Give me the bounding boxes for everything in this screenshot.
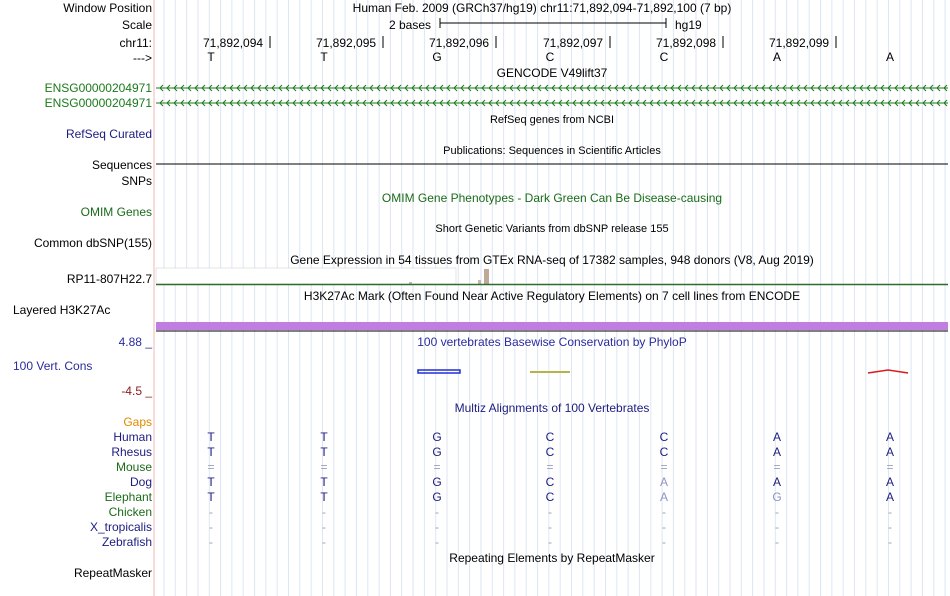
gencode-track-title: GENCODE V49lift37 [496,66,608,80]
scale-bar [440,18,666,28]
ruler-position: 71,892,097 [543,36,604,50]
ruler-position: 71,892,099 [769,36,830,50]
sequences-track-label[interactable]: Sequences [91,158,152,172]
gtex-track-label[interactable]: RP11-807H22.7 [66,272,152,286]
species-label[interactable]: Chicken [108,505,152,519]
sequence-base: C [545,50,555,64]
alignment-base: - [662,520,666,534]
cons-max-label: 4.88 _ [118,335,152,349]
alignment-base: = [660,460,668,474]
cons-track-title: 100 vertebrates Basewise Conservation by PhyloP [417,335,687,349]
repeatmasker-track-title: Repeating Elements by RepeatMasker [449,551,655,565]
alignment-base: C [545,490,555,504]
gencode-item-label[interactable]: ENSG00000204971 [44,96,152,110]
window-position-label: Window Position [63,1,152,15]
alignment-base: - [888,505,892,519]
species-label[interactable]: Elephant [104,490,152,504]
sequence-base: T [207,50,215,64]
alignment-base: T [207,430,215,444]
alignment-base: = [433,460,441,474]
alignment-base: C [545,475,555,489]
alignment-base: - [435,505,439,519]
alignment-base: = [207,460,215,474]
gtex-bars [156,268,948,285]
cons-min-label: -4.5 _ [121,384,152,398]
h3k27ac-signal [156,322,948,330]
gtex-track-title: Gene Expression in 54 tissues from GTEx RNA-seq of 17382 samples, 948 donors (V8, Aug 2019) [290,253,814,267]
omim-track-label[interactable]: OMIM Genes [80,205,152,219]
gencode-item-label[interactable]: ENSG00000204971 [44,81,152,95]
publications-track-title: Publications: Sequences in Scientific Articles [443,145,661,157]
alignment-base: = [773,460,781,474]
gtex-bar [484,269,489,284]
snps-track-label[interactable]: SNPs [121,174,152,188]
alignment-base: - [775,535,779,549]
alignment-base: = [886,460,894,474]
alignment-base: - [322,535,326,549]
species-label[interactable]: Dog [129,475,152,489]
species-label[interactable]: Rhesus [111,445,152,459]
sequence-base: A [885,50,895,64]
species-label[interactable]: Zebrafish [101,535,152,549]
alignment-base: T [207,475,215,489]
repeatmasker-track-label[interactable]: RepeatMasker [73,566,152,580]
sequence-base: C [659,50,669,64]
gtex-bar [156,268,456,284]
alignment-base: - [775,505,779,519]
alignment-base: G [432,475,442,489]
gtex-bar [478,280,481,284]
ruler-position: 71,892,098 [656,36,717,50]
alignment-base: C [659,430,669,444]
gtex-bar [409,282,412,284]
phylop-marks [418,370,908,373]
alignment-base: - [662,535,666,549]
sequence-base: G [432,50,442,64]
refseq-track-title: RefSeq genes from NCBI [489,114,615,126]
species-label[interactable]: Human [113,430,152,444]
ruler-position: 71,892,094 [203,36,264,50]
alignment-base: - [548,535,552,549]
alignment-base: - [435,535,439,549]
alignment-base: - [435,520,439,534]
alignment-base: A [885,490,895,504]
alignment-base: T [207,445,215,459]
h3k27ac-track-label[interactable]: Layered H3K27Ac [13,303,111,317]
gaps-track-label[interactable]: Gaps [123,415,152,429]
sequence-base: T [320,50,328,64]
ruler-position: 71,892,096 [429,36,490,50]
chrom-label[interactable]: chr11: [119,36,152,50]
scale-label: Scale [121,18,152,32]
alignment-base: T [207,490,215,504]
alignment-base: - [548,520,552,534]
dbsnp-track-title: Short Genetic Variants from dbSNP release 155 [435,223,669,235]
h3k27ac-track-title: H3K27Ac Mark (Often Found Near Active Regulatory Elements) on 7 cell lines from ENCODE [303,289,801,303]
alignment-base: T [320,430,328,444]
alignment-base: T [320,490,328,504]
strand-label[interactable]: ---> [133,51,152,65]
species-label[interactable]: X_tropicalis [89,520,152,534]
alignment-base: A [772,445,782,459]
alignment-base: G [432,430,442,444]
alignment-base: - [888,535,892,549]
alignment-base: - [775,520,779,534]
gencode-gene-lines [156,85,948,106]
alignment-base: = [320,460,328,474]
ruler-position: 71,892,095 [316,36,377,50]
cons-track-label[interactable]: 100 Vert. Cons [13,359,93,373]
alignment-base: = [546,460,554,474]
alignment-base: G [772,490,782,504]
alignment-base: A [885,430,895,444]
alignment-base: - [209,535,213,549]
alignment-base: C [545,445,555,459]
alignment-base: T [320,445,328,459]
alignment-base: - [322,520,326,534]
alignment-base: A [659,490,669,504]
alignment-base: A [885,445,895,459]
sequence-base: A [772,50,782,64]
alignment-base: A [772,475,782,489]
alignment-base: A [659,475,669,489]
alignment-base: - [662,505,666,519]
scale-text: 2 bases [389,18,432,32]
alignment-base: A [885,475,895,489]
alignment-base: C [545,430,555,444]
alignment-base: - [548,505,552,519]
alignment-base: T [320,475,328,489]
assembly-label: hg19 [675,18,702,32]
dbsnp-track-label[interactable]: Common dbSNP(155) [33,236,152,250]
refseq-track-label[interactable]: RefSeq Curated [65,127,152,141]
alignment-base: A [772,430,782,444]
alignment-base: G [432,445,442,459]
alignment-base: - [322,505,326,519]
omim-track-title: OMIM Gene Phenotypes - Dark Green Can Be Disease-causing [381,191,723,205]
multiz-track-title: Multiz Alignments of 100 Vertebrates [454,401,650,415]
alignment-base: - [888,520,892,534]
alignment-base: - [209,520,213,534]
alignment-base: C [659,445,669,459]
alignment-base: G [432,490,442,504]
position-title: Human Feb. 2009 (GRCh37/hg19) chr11:71,892,094-71,892,100 (7 bp) [352,1,732,15]
alignment-base: - [209,505,213,519]
species-label[interactable]: Mouse [115,460,152,474]
